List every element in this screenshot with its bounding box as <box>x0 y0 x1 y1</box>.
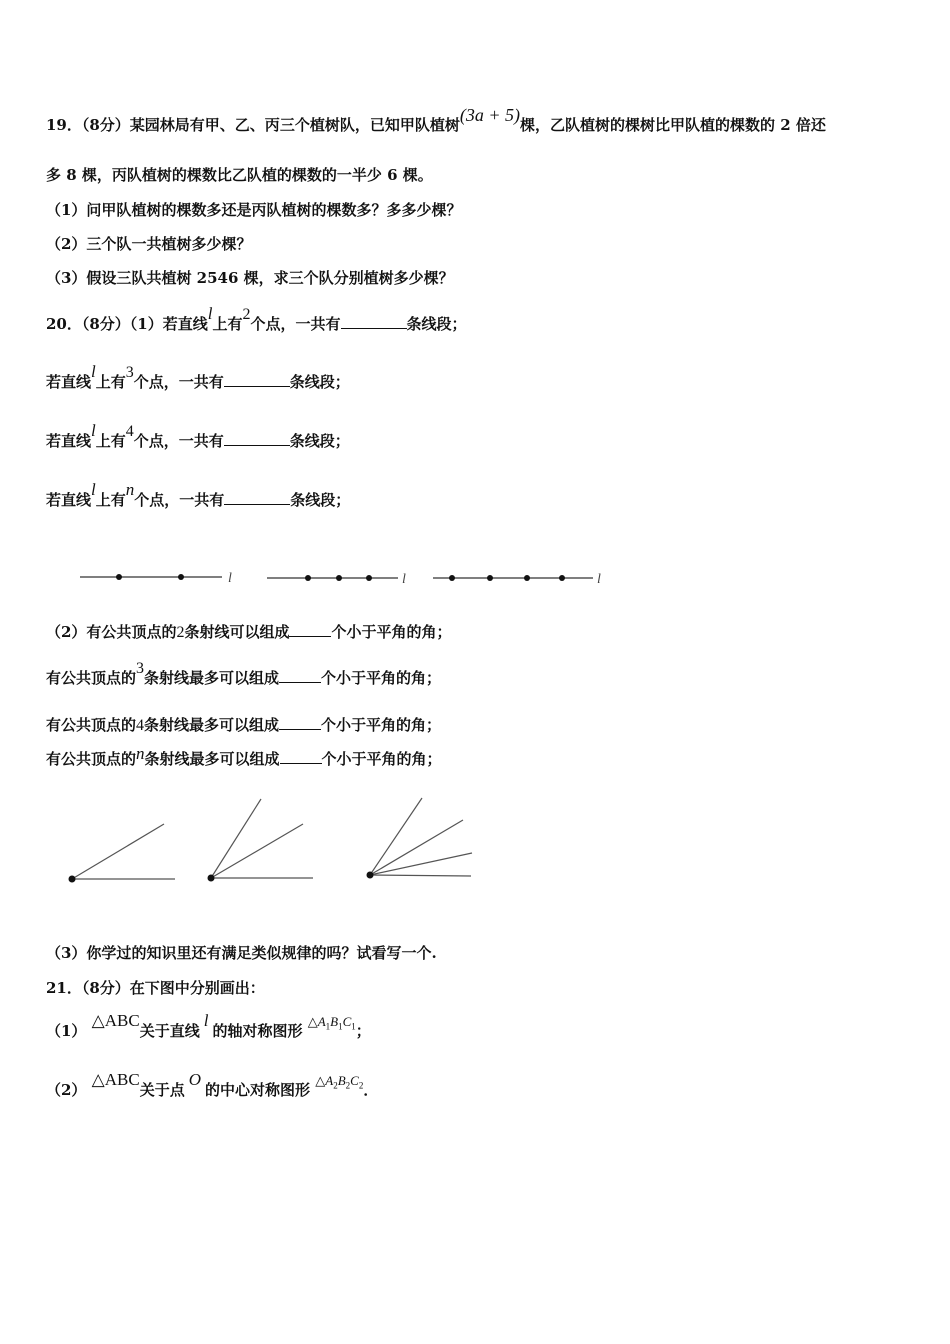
q20-ray-count-4: 4 <box>136 717 145 734</box>
q20-mid: 个点，一共有 <box>133 373 224 391</box>
triangle-a1b1c1: $\triangle A_1B_1C_1$ <box>307 1014 356 1032</box>
line-label-l: l <box>597 572 601 587</box>
q21-s1-mid: 关于直线 <box>139 1022 200 1040</box>
q20-on: 上有 <box>212 315 243 333</box>
q21-s2-label: （2） <box>46 1081 87 1099</box>
q20-part2-pre: 有公共顶点的 <box>46 716 137 734</box>
segment-figure-3 <box>433 572 601 587</box>
answer-blank[interactable] <box>224 444 290 446</box>
q20-ray-count-2: 2 <box>176 624 185 641</box>
line-label-l: l <box>402 572 406 587</box>
q20-rays-tail: 个小于平角的角； <box>321 750 442 768</box>
q20-line2 <box>46 362 350 392</box>
q20-on: 上有 <box>95 373 126 391</box>
triangle-a2b2c2: $\triangle A_2B_2C_2$ <box>315 1073 364 1091</box>
q20-pre: 若直线 <box>46 373 92 391</box>
q20-head: 20．（8分）（1）若直线 <box>46 315 208 333</box>
q20-mid: 个点，一共有 <box>133 432 224 450</box>
line-label-l: l <box>228 571 232 586</box>
q20-rays-mid: 条射线可以组成 <box>184 623 290 641</box>
q20-rays-line4 <box>46 744 442 769</box>
q20-line4 <box>46 480 351 510</box>
q21-sub2 <box>46 1070 379 1101</box>
q20-tail: 条线段； <box>289 432 350 450</box>
q20-on: 上有 <box>95 491 126 509</box>
q19-line1-pre: 19．（8分）某园林局有甲、乙、丙三个植树队，已知甲队植树 <box>46 116 460 134</box>
ray-figure-3 <box>367 798 473 879</box>
segment-figure-1 <box>80 571 232 586</box>
q21-s2-mid: 关于点 <box>139 1081 185 1099</box>
q21-s1-label: （1） <box>46 1022 87 1040</box>
answer-blank[interactable] <box>224 385 290 387</box>
answer-blank[interactable] <box>279 681 321 683</box>
q19-sub3: （3）假设三队共植树 2546 棵，求三个队分别植树多少棵？ <box>46 269 454 287</box>
q20-part2-head: （2）有公共顶点的 <box>46 623 177 641</box>
q19-line1 <box>46 105 826 135</box>
q20-rays-mid-max: 条射线最多可以组成 <box>144 750 280 768</box>
q20-var-l: l <box>91 362 96 381</box>
q20-var-l: l <box>207 304 213 323</box>
q20-tail: 条线段； <box>290 491 351 509</box>
q21-s1-end: ； <box>355 1022 371 1040</box>
q20-count-n: n <box>125 480 135 499</box>
q21-sub1 <box>46 1011 371 1042</box>
q19-sub1: （1）问甲队植树的棵数多还是丙队植树的棵数多？多多少棵？ <box>46 201 462 219</box>
q20-var-l: l <box>91 480 96 499</box>
answer-blank[interactable] <box>279 728 321 730</box>
answer-blank[interactable] <box>341 327 407 329</box>
q20-rays-mid-max: 条射线最多可以组成 <box>144 669 280 687</box>
answer-blank[interactable] <box>224 503 290 505</box>
q21-s1-tail: 的轴对称图形 <box>212 1022 303 1040</box>
q20-count-3: 3 <box>125 364 134 381</box>
q20-line1 <box>46 304 467 334</box>
answer-blank[interactable] <box>280 762 322 764</box>
q20-rays-tail: 个小于平角的角； <box>331 623 452 641</box>
q20-part2-pre: 有公共顶点的 <box>46 669 137 687</box>
q20-var-l: l <box>91 421 96 440</box>
q20-ray-count-n: n <box>136 744 145 763</box>
q20-rays-tail: 个小于平角的角； <box>321 669 442 687</box>
q20-tail: 条线段； <box>406 315 467 333</box>
q21-point-o: O <box>188 1070 201 1089</box>
triangle-abc: △ABC <box>91 1011 140 1030</box>
q20-count-2: 2 <box>242 306 251 323</box>
q20-count-4: 4 <box>125 423 134 440</box>
q20-rays-line1 <box>46 621 451 642</box>
answer-blank[interactable] <box>289 635 331 637</box>
q20-rays-tail: 个小于平角的角； <box>321 716 442 734</box>
q19-sub2: （2）三个队一共植树多少棵？ <box>46 235 252 253</box>
q20-line3 <box>46 421 350 451</box>
q20-mid: 个点，一共有 <box>134 491 225 509</box>
q21-var-l: l <box>203 1011 209 1030</box>
q21-head: 21．（8分）在下图中分别画出： <box>46 979 265 997</box>
q20-part3: （3）你学过的知识里还有满足类似规律的吗？试看写一个. <box>46 944 437 962</box>
q20-ray-count-3: 3 <box>136 660 145 677</box>
q20-part2-pre: 有公共顶点的 <box>46 750 137 768</box>
q20-pre: 若直线 <box>46 491 92 509</box>
segment-figure-2 <box>267 572 406 587</box>
triangle-abc: △ABC <box>91 1070 140 1089</box>
q20-pre: 若直线 <box>46 432 92 450</box>
q20-rays-line2 <box>46 660 442 688</box>
q19-expr: (3a + 5) <box>459 105 520 125</box>
q20-rays-mid-max: 条射线最多可以组成 <box>144 716 280 734</box>
q20-tail: 条线段； <box>289 373 350 391</box>
q20-rays-line3 <box>46 714 441 735</box>
q20-mid: 个点，一共有 <box>250 315 341 333</box>
ray-figure-1 <box>69 824 176 883</box>
ray-figure-2 <box>208 799 314 882</box>
q19-line2: 多 8 棵，丙队植树的棵数比乙队植的棵数的一半少 6 棵。 <box>46 166 433 184</box>
q21-s2-tail: 的中心对称图形 <box>205 1081 311 1099</box>
q21-s2-end: ． <box>363 1081 379 1099</box>
q19-line1-post: 棵，乙队植树的棵树比甲队植的棵数的 2 倍还 <box>519 116 826 134</box>
q20-on: 上有 <box>95 432 126 450</box>
